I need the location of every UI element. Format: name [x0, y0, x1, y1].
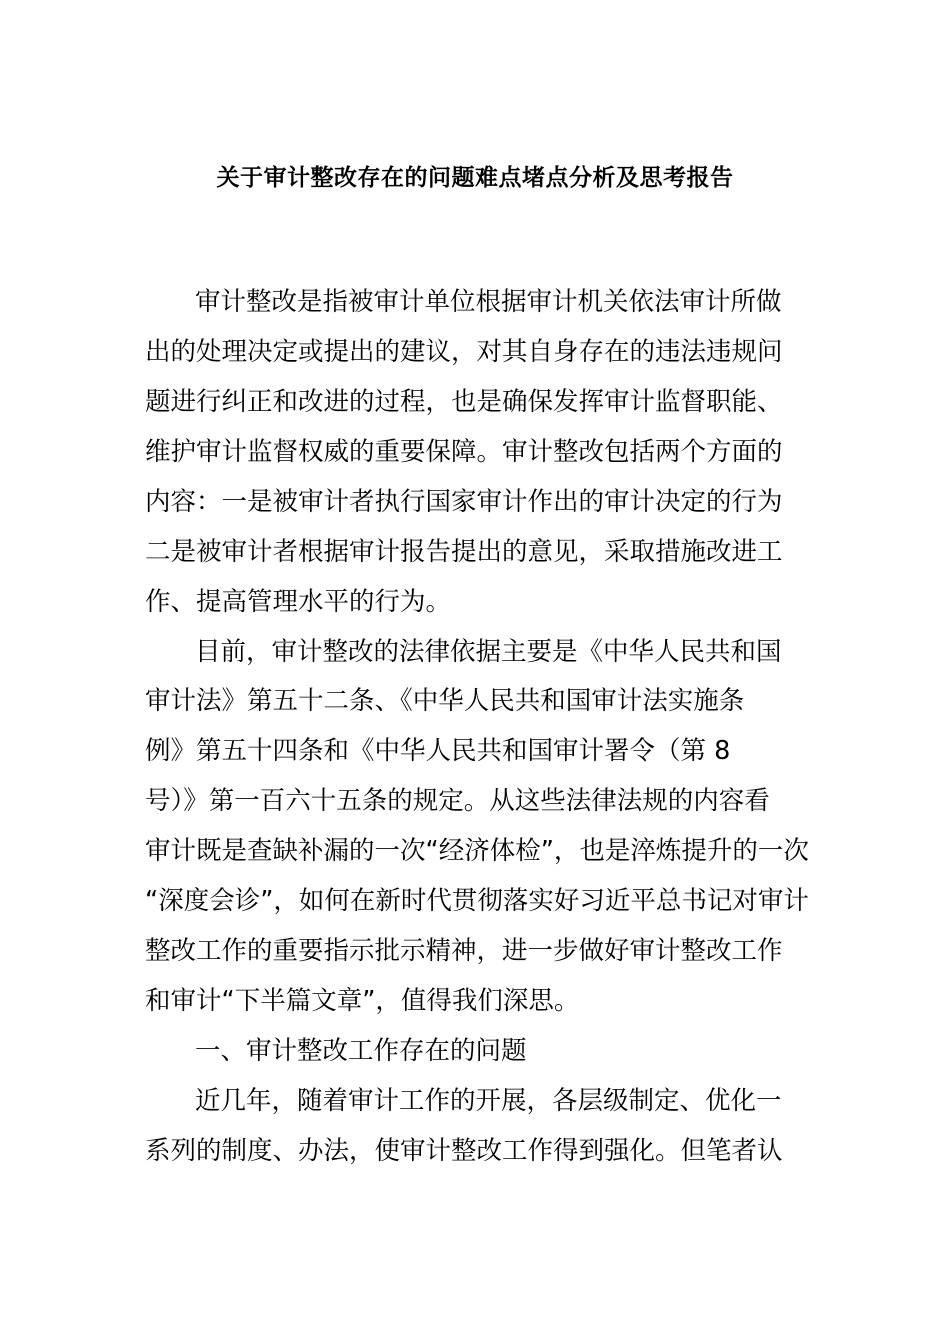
- paragraph-line: 审计整改是指被审计单位根据审计机关依法审计所做: [195, 287, 782, 317]
- paragraph-line: 号）》第一百六十五条的规定。从这些法律法规的内容看: [145, 786, 770, 816]
- paragraph-line: 近几年，随着审计工作的开展，各层级制定、优化一: [195, 1086, 782, 1116]
- paragraph-line: 系列的制度、办法，使审计整改工作得到强化。但笔者认: [145, 1136, 783, 1166]
- paragraph-line: “深度会诊”，如何在新时代贯彻落实好习近平总书记对审计: [145, 886, 809, 916]
- section-heading: 一、审计整改工作存在的问题: [195, 1036, 527, 1066]
- paragraph-line: 目前，审计整改的法律依据主要是《中华人民共和国: [195, 637, 782, 667]
- paragraph-line: 审计法》第五十二条、《中华人民共和国审计法实施条: [145, 686, 745, 716]
- paragraph-line: 内容：一是被审计者执行国家审计作出的审计决定的行为: [145, 487, 783, 517]
- paragraph-line: 例》第五十四条和《中华人民共和国审计署令（第 8: [145, 736, 731, 766]
- paragraph-line: 和审计“下半篇文章”，值得我们深思。: [145, 986, 580, 1016]
- document-title: 关于审计整改存在的问题难点堵点分析及思考报告: [216, 165, 734, 191]
- paragraph-line: 二是被审计者根据审计报告提出的意见，采取措施改进工: [145, 537, 783, 567]
- paragraph-line: 整改工作的重要指示批示精神，进一步做好审计整改工作: [145, 936, 783, 966]
- paragraph-line: 审计既是查缺补漏的一次“经济体检”，也是淬炼提升的一次: [145, 836, 809, 866]
- paragraph-line: 维护审计监督权威的重要保障。审计整改包括两个方面的: [145, 437, 783, 467]
- paragraph-line: 出的处理决定或提出的建议，对其自身存在的违法违规问: [145, 337, 783, 367]
- paragraph-line: 作、提高管理水平的行为。: [145, 587, 452, 617]
- paragraph-line: 题进行纠正和改进的过程，也是确保发挥审计监督职能、: [145, 387, 783, 417]
